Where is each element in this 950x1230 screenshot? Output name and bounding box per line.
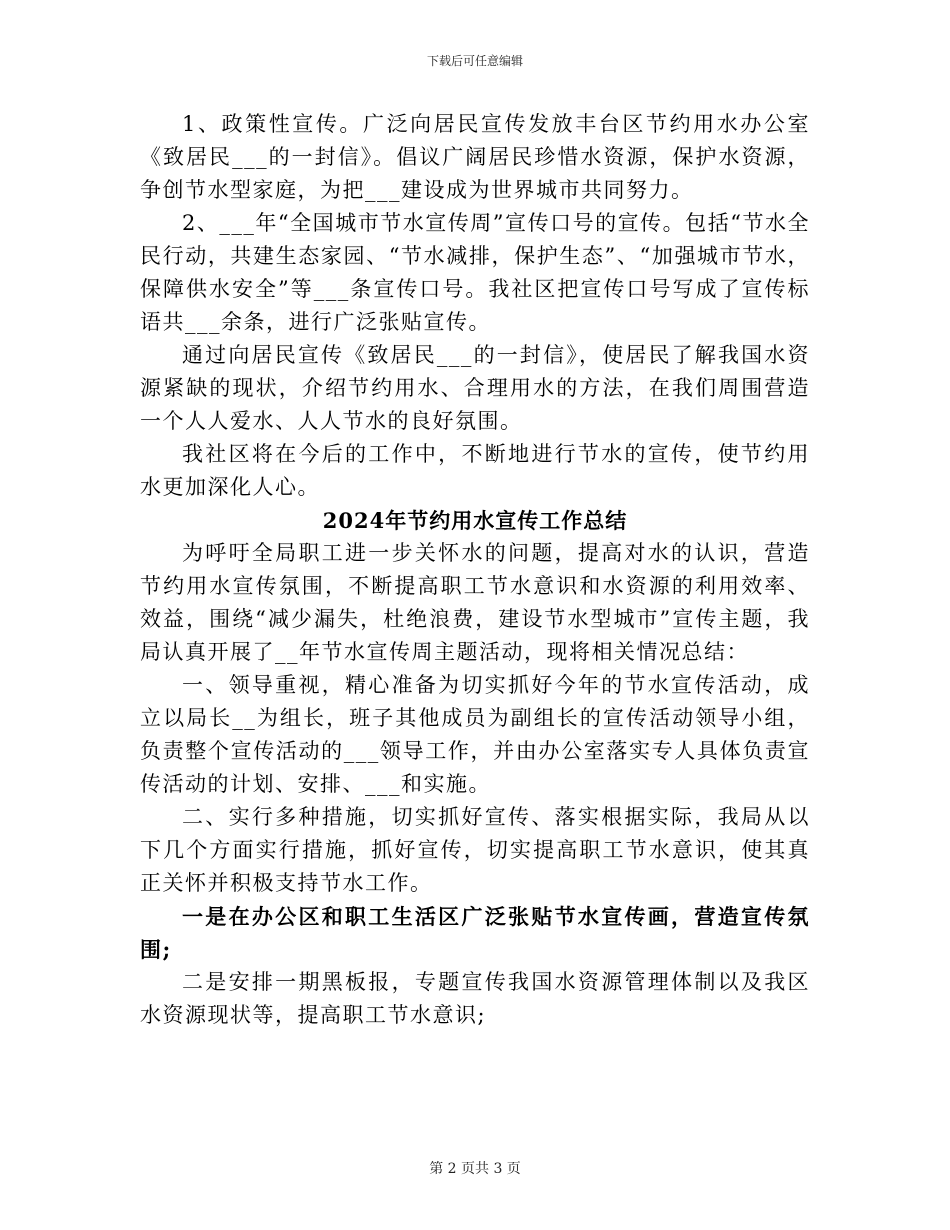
paragraph-future-work: 我社区将在今后的工作中，不断地进行节水的宣传，使节约用水更加深化人心。 (140, 442, 810, 499)
section-title: 2024年节约用水宣传工作总结 (322, 508, 628, 533)
paragraph-leadership: 一、领导重视，精心准备为切实抓好今年的节水宣传活动，成立以局长__为组长，班子其他成员为副组长的宣传活动领导小组，负责整个宣传活动的___领导工作，并由办公室落实专人具体负责宣传活动的计划、安排、___和实施。 (140, 673, 810, 796)
paragraph-summary-intro: 为呼吁全局职工进一步关怀水的问题，提高对水的认识，营造节约用水宣传氛围，不断提高职工节水意识和水资源的利用效率、效益，围绕“减少漏失，杜绝浪费，建设节水型城市”宣传主题，我局认真开展了__年节水宣传周主题活动，现将相关情况总结： (140, 541, 810, 664)
paragraph-slogan-publicity: 2、___年“全国城市节水宣传周”宣传口号的宣传。包括“节水全民行动，共建生态家园、“节水减排，保护生态”、“加强城市节水，保障供水安全”等___条宣传口号。我社区把宣传口号写成了宣传标语共___余条，进行广泛张贴宣传。 (140, 211, 810, 334)
document-body (140, 108, 810, 1032)
paragraph-blackboard: 二是安排一期黑板报，专题宣传我国水资源管理体制以及我区水资源现状等，提高职工节水意识; (140, 970, 810, 1027)
paragraph-measures: 二、实行多种措施，切实抓好宣传、落实根据实际，我局从以下几个方面实行措施，抓好宣传，切实提高职工节水意识，使其真正关怀并积极支持节水工作。 (140, 805, 810, 895)
paragraph-posters: 一是在办公区和职工生活区广泛张贴节水宣传画，营造宣传氛围; (140, 904, 810, 962)
paragraph-policy-publicity: 1、政策性宣传。广泛向居民宣传发放丰台区节约用水办公室《致居民___的一封信》。倡议广阔居民珍惜水资源，保护水资源，争创节水型家庭，为把___建设成为世界城市共同努力。 (140, 112, 810, 202)
page-number: 第 2 页共 3 页 (429, 1161, 521, 1177)
header-note: 下载后可任意编辑 (426, 54, 523, 68)
paragraph-letter-effect: 通过向居民宣传《致居民___的一封信》，使居民了解我国水资源紧缺的现状，介绍节约用水、合理用水的方法，在我们周围营造一个人人爱水、人人节水的良好氛围。 (140, 343, 810, 433)
